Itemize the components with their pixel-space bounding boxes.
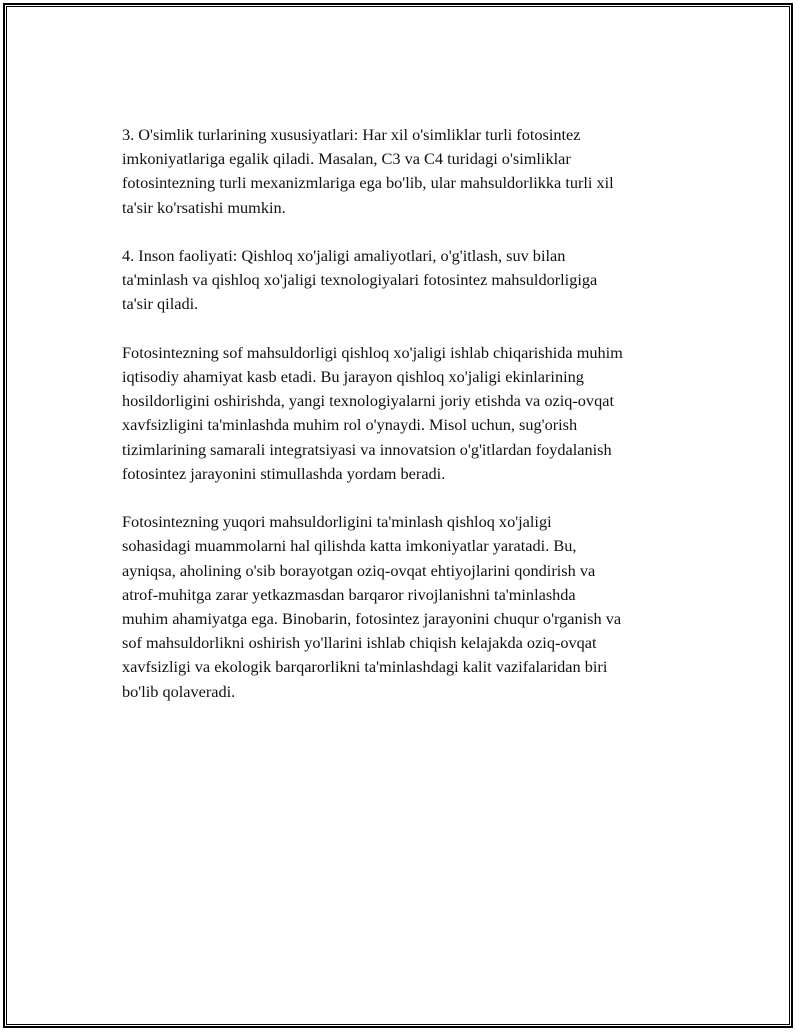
paragraph-plant-species: 3. O'simlik turlarining xususiyatlari: Har xil o'simliklar turli fotosintez imkoniyatlariga egalik qiladi. Masalan, C3 va C4 turidagi o'simliklar fotosintezning turli mexanizmlariga ega bo'lib, ular mahsuldorlikka turli xil ta'sir ko'rsatishi mumkin. xyxy=(122,125,614,217)
paragraph-human-activity: 4. Inson faoliyati: Qishloq xo'jaligi amaliyotlari, o'g'itlash, suv bilan ta'minlash va qishloq xo'jaligi texnologiyalari fotosintez mahsuldorligiga ta'sir qiladi. xyxy=(122,246,598,314)
paragraph-conclusion: Fotosintezning yuqori mahsuldorligini ta'minlash qishloq xo'jaligi sohasidagi muammolarni hal qilishda katta imkoniyatlar yaratadi. Bu, ayniqsa, aholining o'sib borayotgan oziq-ovqat ehtiyojlarini qondirish va atrof-muhitga zarar yetkazmasdan barqaror rivojlanishni ta'minlashda muhim ahamiyatga ega. Binobarin, fotosintez jarayonini chuqur o'rganish va sof mahsuldorlikni oshirish yo'llarini ishlab chiqish kelajakda oziq-ovqat xavfsizligi va ekologik barqarorlikni ta'minlashdagi kalit vazifalaridan biri bo'lib qolaveradi. xyxy=(122,512,622,701)
paragraph-economic-importance: Fotosintezning sof mahsuldorligi qishloq xo'jaligi ishlab chiqarishida muhim iqtisodiy ahamiyat kasb etadi. Bu jarayon qishloq xo'jaligi ekinlarining hosildorligini oshirishda, yangi texnologiyalarni joriy etishda va oziq-ovqat xavfsizligini ta'minlashda muhim rol o'ynaydi. Misol uchun, sug'orish tizimlarining samarali integratsiyasi va innovatsion o'g'itlardan foydalanish fotosintez jarayonini stimullashda yordam beradi. xyxy=(122,342,623,483)
document-body xyxy=(122,123,702,728)
page-border xyxy=(3,3,793,1028)
